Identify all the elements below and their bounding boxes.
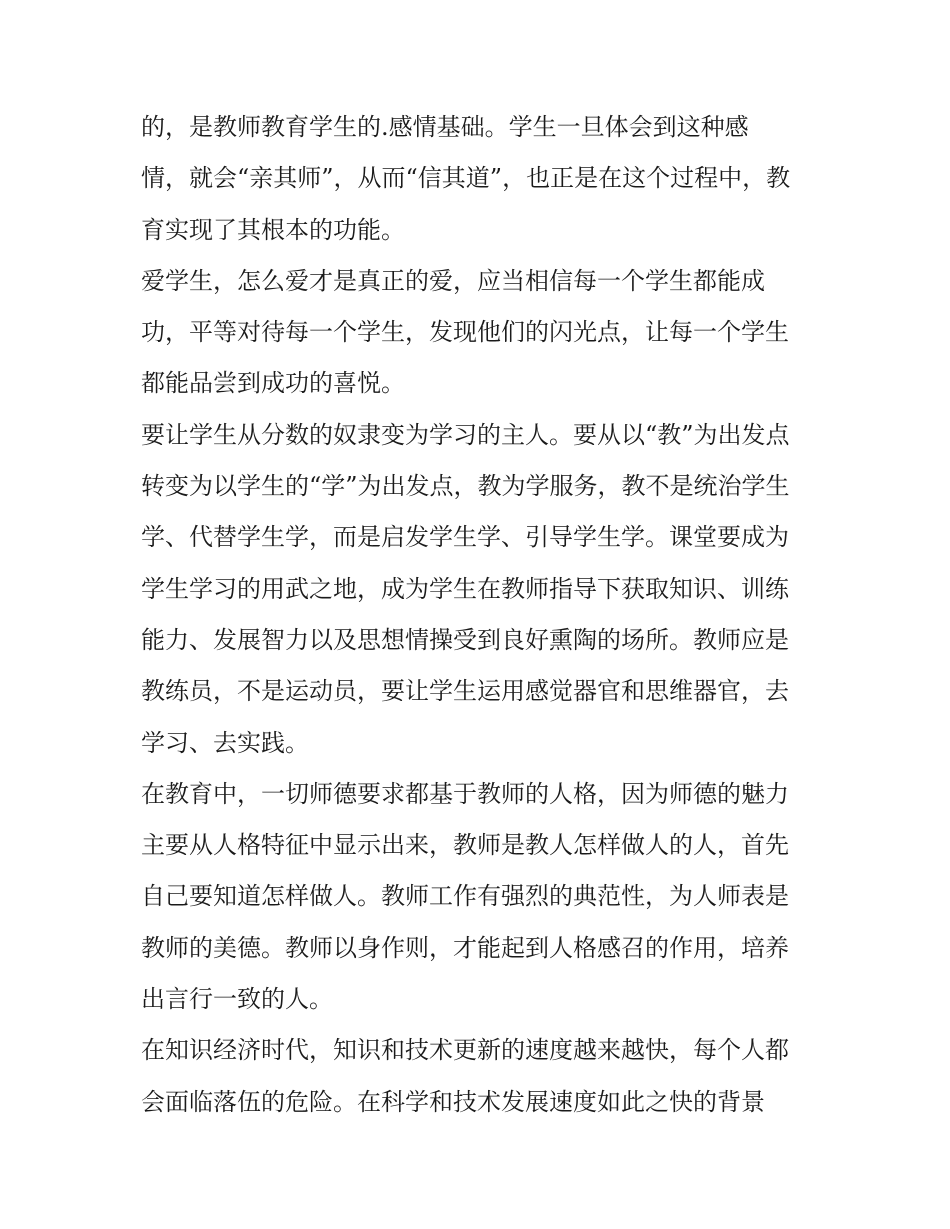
- body-text: [141, 102, 821, 1128]
- text-line: 的，是教师教育学生的.感情基础。学生一旦体会到这种感: [141, 113, 749, 141]
- text-line: 会面临落伍的危险。在科学和技术发展速度如此之快的背景: [141, 1087, 765, 1116]
- text-line: 育实现了其根本的功能。: [141, 215, 405, 244]
- text-line: 在教育中，一切师德要求都基于教师的人格，因为师德的魅力: [141, 779, 789, 808]
- text-line: 学习、去实践。: [141, 728, 309, 757]
- text-line: 学、代替学生学，而是启发学生学、引导学生学。课堂要成为: [141, 523, 789, 552]
- text-line: 学生学习的用武之地，成为学生在教师指导下获取知识、训练: [141, 574, 789, 603]
- text-line: 转变为以学生的“学”为出发点，教为学服务，教不是统治学生: [141, 472, 790, 501]
- text-line: 能力、发展智力以及思想情操受到良好熏陶的场所。教师应是: [141, 625, 789, 654]
- text-line: 情，就会“亲其师”，从而“信其道”，也正是在这个过程中，教: [141, 164, 791, 193]
- text-line: 主要从人格特征中显示出来，教师是教人怎样做人的人，首先: [141, 831, 789, 860]
- text-line: 爱学生，怎么爱才是真正的爱，应当相信每一个学生都能成: [141, 266, 765, 295]
- text-line: 出言行一致的人。: [141, 985, 333, 1014]
- text-line: 都能品尝到成功的喜悦。: [141, 369, 405, 398]
- text-line: 教练员，不是运动员，要让学生运用感觉器官和思维器官，去: [141, 677, 789, 706]
- text-line: 自己要知道怎样做人。教师工作有强烈的典范性，为人师表是: [141, 882, 789, 911]
- text-line: 要让学生从分数的奴隶变为学习的主人。要从以“教”为出发点: [141, 420, 790, 449]
- text-line: 在知识经济时代，知识和技术更新的速度越来越快，每个人都: [141, 1036, 789, 1065]
- text-line: 功，平等对待每一个学生，发现他们的闪光点，让每一个学生: [141, 318, 789, 347]
- text-line: 教师的美德。教师以身作则，才能起到人格感召的作用，培养: [141, 933, 789, 962]
